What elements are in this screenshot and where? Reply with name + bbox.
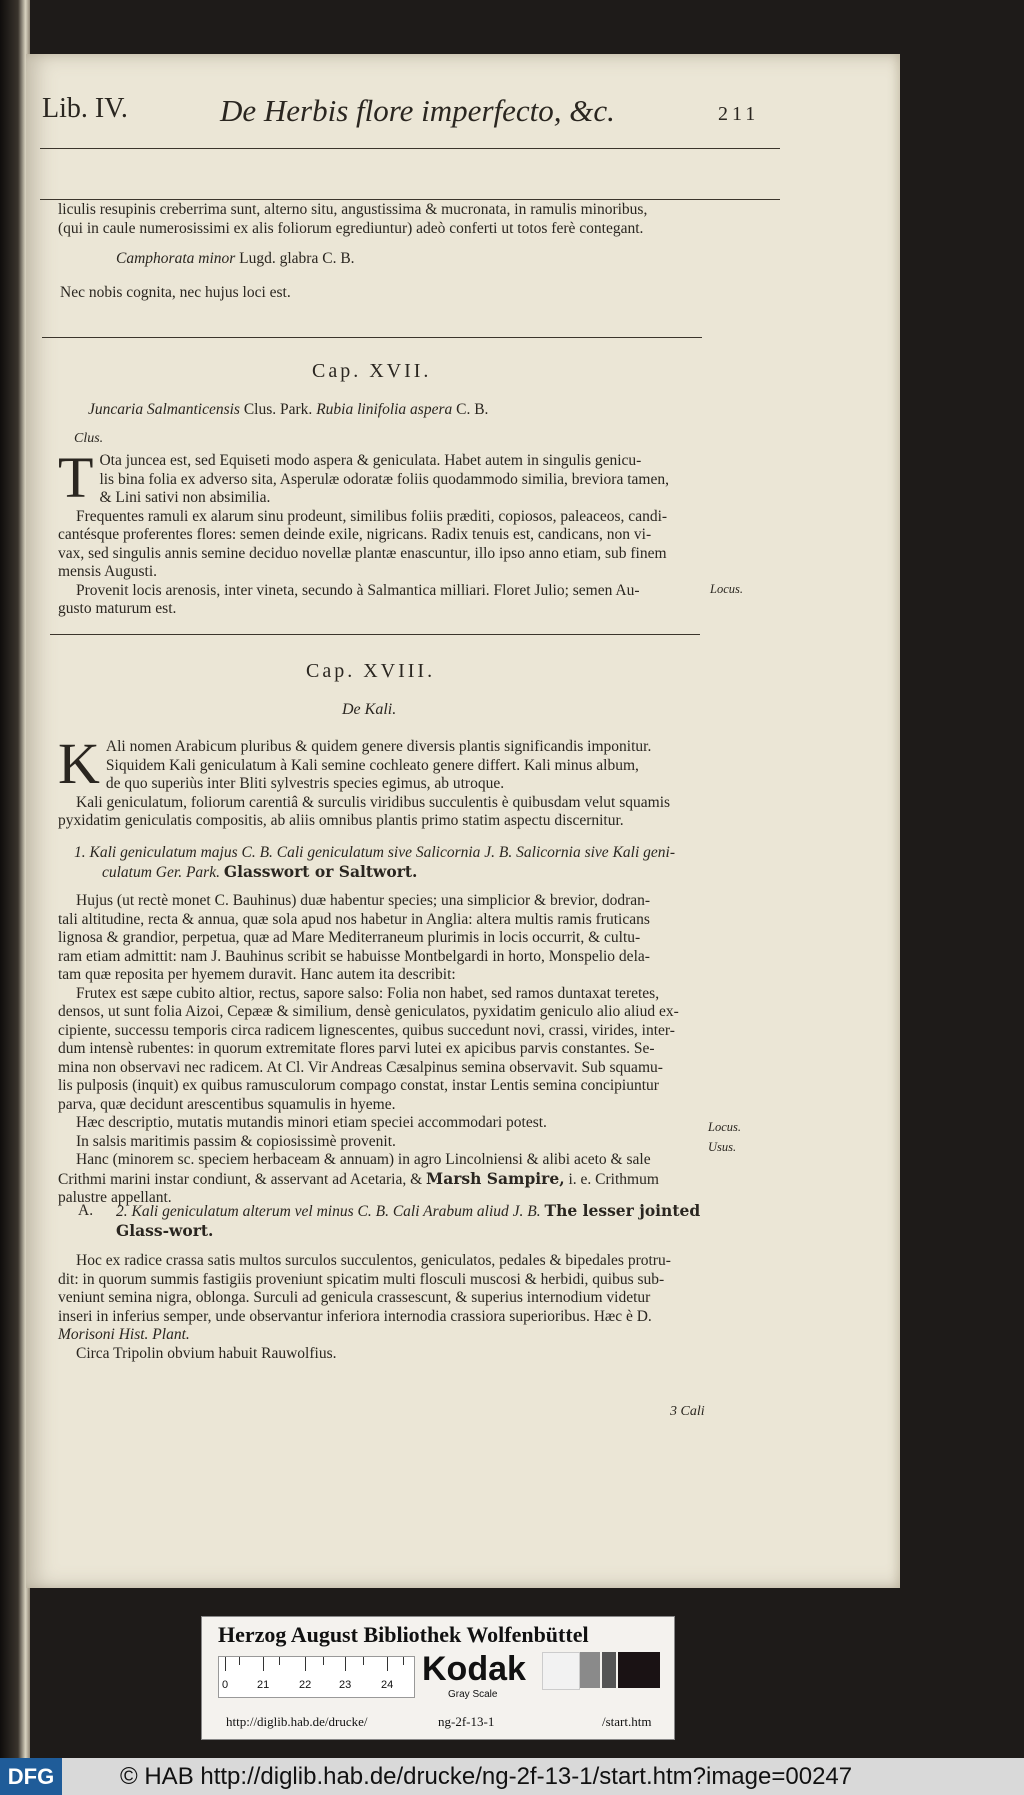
drop-cap: K: [58, 731, 100, 796]
synonym-rest: Lugd. glabra C. B.: [239, 250, 355, 267]
synonym-italic: Juncaria Salmanticensis: [88, 401, 240, 418]
text-fragment: i. e. Crithmum: [568, 1170, 659, 1188]
gray-scale-label: Gray Scale: [448, 1689, 498, 1700]
species-entry: [116, 1202, 706, 1240]
blackletter-name: Glass-wort.: [116, 1220, 214, 1240]
text-line: lis bina folia ex adverso sita, Asperulæ odoratæ foliis quodammodo similia, breviora tamen,: [99, 470, 669, 488]
text-line: inseri in inferius semper, unde observantur inferiora internodia crassiora superioribus. Hæc è D.: [58, 1307, 652, 1325]
text-line: Frequentes ramuli ex alarum sinu prodeunt, similibus foliis præditi, copiosos, paleaceos, candi-: [76, 507, 668, 525]
gray-swatch-black: [618, 1652, 660, 1688]
text-line: dit: in quorum summis fastigiis proveniunt spicatim multi flosculi muscosi & herbidi, quibus sub-: [58, 1270, 665, 1288]
text-line: Frutex est sæpe cubito altior, rectus, sapore salso: Folia non habet, sed ramos duntaxat teretes,: [76, 984, 660, 1002]
margin-note-usus: Usus.: [708, 1140, 737, 1154]
text-line: Hæc descriptio, mutatis mutandis minori etiam speciei accommodari potest.: [76, 1114, 547, 1131]
description-paragraph: [58, 445, 702, 619]
synonym-camphorata: [116, 250, 355, 269]
description-paragraph: [58, 731, 702, 831]
blackletter-name: Glasswort or Saltwort.: [223, 861, 418, 881]
text-line: Hujus (ut rectè monet C. Bauhinus) duæ habentur species; una simplicior & brevior, dodran-: [76, 892, 651, 909]
text-fragment: 2. Kali geniculatum alterum vel minus C. B. Cali Arabum aliud J. B.: [116, 1203, 541, 1220]
scale-ruler: [218, 1656, 415, 1698]
text-line: vax, sed singulis annis semine deciduo novellæ plantæ enascuntur, illo ipso anno etiam, sub finem: [58, 544, 667, 562]
description-paragraph: [58, 892, 702, 1208]
header-rule-top: [40, 148, 780, 149]
drop-cap: T: [58, 445, 94, 510]
text-line: Provenit locis arenosis, inter vineta, secundo à Salmantica milliari. Floret Julio; semen Au-: [76, 581, 640, 599]
note-line: Nec nobis cognita, nec hujus loci est.: [60, 284, 291, 301]
text-line: ram etiam admittit: nam J. Bauhinus scribit se habuisse Montbelgardi in horto, Monspelio dela-: [58, 947, 650, 965]
chapter-synonyms: [88, 401, 488, 420]
library-name: Herzog August Bibliothek Wolfenbüttel: [218, 1622, 589, 1647]
ruler-number: 23: [339, 1679, 352, 1691]
chapter-heading: Cap. XVIII.: [306, 660, 436, 682]
ruler-number: 24: [381, 1679, 394, 1691]
text-line: Ota juncea est, sed Equiseti modo aspera & geniculata. Habet autem in singulis genicu-: [99, 452, 642, 469]
label-url-part: http://diglib.hab.de/drucke/: [226, 1714, 368, 1729]
text-line: Ali nomen Arabicum pluribus & quidem genere diversis plantis significandis imponitur.: [105, 738, 652, 755]
section-divider: [50, 634, 700, 635]
text-line: tam quæ reposita per hyemem duravit. Hanc autem ita describit:: [58, 966, 456, 983]
text-line: cantésque proferentes flores: semen deinde exile, nigricans. Radix tenuis est, candicans, non vi-: [58, 526, 652, 543]
label-url-part: /start.htm: [602, 1714, 652, 1729]
text-line: palustre appellant.: [58, 1189, 172, 1206]
text-line: dum intensè rubentes: in quorum extremitate flores parvi lutei ex apicibus parvis constantes. Se-: [58, 1040, 655, 1057]
margin-note-locus: Locus.: [708, 1120, 741, 1134]
blackletter-name: Marsh Sampire,: [426, 1168, 565, 1188]
chapter-subtitle: De Kali.: [342, 701, 397, 718]
ruler-number: 21: [257, 1679, 270, 1691]
intro-line: liculis resupinis creberrima sunt, alterno situ, angustissima & mucronata, in ramulis minoribus,: [58, 201, 648, 218]
text-line: In salsis maritimis passim & copiosissimè provenit.: [76, 1132, 396, 1150]
text-line: lis pulposis (inquit) ex quibus ramusculorum compago constat, instar Lentis semina concipiuntur: [58, 1077, 659, 1094]
dfg-logo[interactable]: DFG: [0, 1758, 62, 1795]
text-line: cipiente, successu temporis circa radicem lignescentes, quibus succedunt novi, crassi, virides, inter-: [58, 1021, 675, 1039]
copyright-url[interactable]: © HAB http://diglib.hab.de/drucke/ng-2f-13-1/start.htm?image=00247: [120, 1763, 853, 1790]
intro-line: (qui in caule numerosissimi ex alis foliorum egrediuntur) adeò conferti ut totos ferè contegant.: [58, 219, 644, 237]
text-fragment: culatum Ger. Park.: [102, 863, 220, 881]
header-rule-bottom: [40, 199, 780, 200]
text-line: densos, ut sunt folia Aizoi, Cepææ & similium, densè geniculatos, pyxidatim geniculo alio aliud ex-: [58, 1003, 679, 1020]
gray-swatch-white: [542, 1652, 580, 1690]
blackletter-name: The lesser jointed: [544, 1201, 701, 1220]
species-marker: A.: [78, 1202, 94, 1219]
source-note: Clus.: [74, 431, 104, 446]
kodak-logo: Kodak: [422, 1650, 526, 1688]
text-line: Hanc (minorem sc. speciem herbaceam & annuam) in agro Lincolniensi & alibi aceto & sale: [76, 1151, 651, 1168]
text-fragment: Crithmi marini instar condiunt, & asservant ad Acetaria, &: [58, 1170, 423, 1188]
text-line: Siquidem Kali geniculatum à Kali semine cochleato genere differt. Kali minus album,: [105, 756, 639, 774]
catchword: 3 Cali: [670, 1404, 705, 1419]
text-line: & Lini sativi non absimilia.: [99, 489, 271, 506]
ruler-number: 22: [299, 1679, 312, 1691]
page-number: 211: [718, 103, 760, 125]
text-line: parva, quæ decidunt arescentibus squamulis in hyeme.: [58, 1095, 396, 1113]
species-entry: [74, 844, 702, 882]
synonym-authors: C. B.: [456, 401, 489, 418]
text-line: 1. Kali geniculatum majus C. B. Cali geniculatum sive Salicornia J. B. Salicornia sive Kali geni-: [74, 844, 675, 861]
chapter-heading: Cap. XVII.: [312, 360, 432, 382]
text-line: gusto maturum est.: [58, 600, 177, 617]
text-line: pyxidatim geniculatis compositis, ab aliis omnibus plantis primo statim aspectu discernitur.: [58, 812, 624, 829]
text-line: Hoc ex radice crassa satis multos surculos succulentos, geniculatos, pedales & bipedales protru-: [76, 1252, 671, 1269]
synonym-italic: Camphorata minor: [116, 250, 236, 267]
running-title: De Herbis flore imperfecto, &c.: [220, 93, 615, 128]
description-paragraph: [58, 1252, 702, 1363]
gray-swatch-mid: [580, 1652, 600, 1688]
text-line: de quo superiùs inter Bliti sylvestris species egimus, ab utroque.: [105, 775, 505, 792]
book-number: Lib. IV.: [42, 93, 128, 124]
text-line: Circa Tripolin obvium habuit Rauwolfius.: [76, 1344, 337, 1362]
synonym-italic: Rubia linifolia aspera: [316, 401, 453, 418]
gray-swatch-dark: [602, 1652, 616, 1688]
ruler-number: 0: [222, 1679, 229, 1691]
section-divider: [42, 337, 702, 338]
intro-paragraph: [58, 201, 702, 238]
text-line: mensis Augusti.: [58, 563, 158, 580]
margin-note-locus: Locus.: [710, 582, 743, 596]
label-url-part: ng-2f-13-1: [438, 1714, 495, 1729]
synonym-authors: Clus. Park.: [243, 401, 313, 418]
text-line: tali altitudine, recta & annua, quæ sola apud nos habetur in Anglia: altera multis ramis fruticans: [58, 910, 650, 928]
text-line: lignosa & grandior, perpetua, quæ ad Mare Mediterraneum plurimis in locis occurrit, & cultu-: [58, 929, 641, 946]
text-line: Morisoni Hist. Plant.: [58, 1326, 190, 1343]
text-line: mina non observavi nec radicem. At Cl. Vir Andreas Cæsalpinus semina observavit. Sub squamu-: [58, 1058, 663, 1076]
text-line: veniunt semina nigra, oblonga. Surculi ad genicula crassescunt, & superius internodium videtur: [58, 1289, 651, 1306]
text-line: Kali geniculatum, foliorum carentiâ & surculis viridibus succulentis è quibusdam velut squamis: [76, 793, 671, 811]
